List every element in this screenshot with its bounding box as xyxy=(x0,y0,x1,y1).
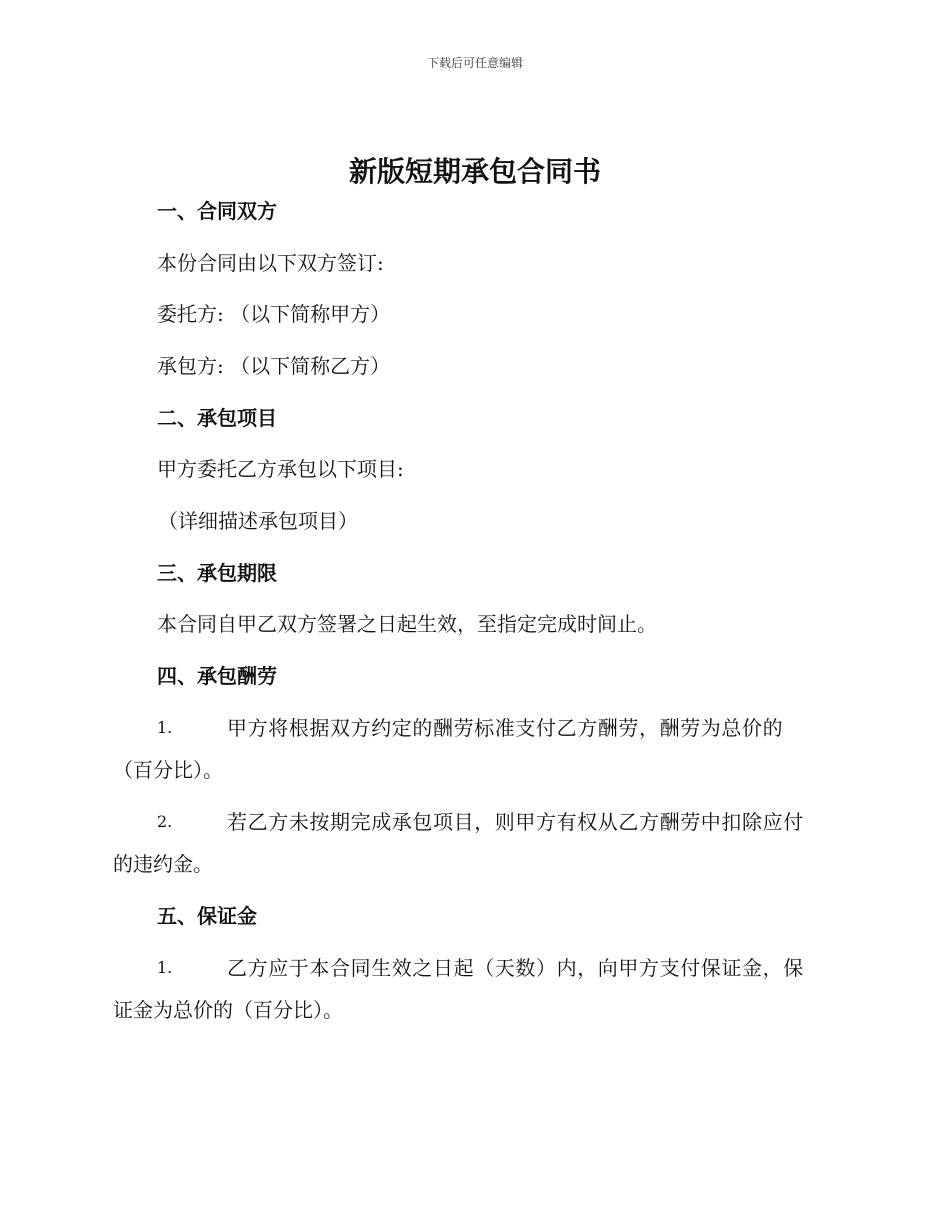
list-item-number: 1. xyxy=(157,958,173,977)
paragraph-party-b: 承包方: （以下简称乙方） xyxy=(157,354,391,378)
list-item-continuation: 的违约金。 xyxy=(113,852,213,876)
list-item-continuation: （百分比）。 xyxy=(113,758,223,782)
document-title: 新版短期承包合同书 xyxy=(348,155,601,188)
paragraph-project-detail: （详细描述承包项目） xyxy=(158,509,358,533)
section-heading-project: 二、承包项目 xyxy=(157,406,277,430)
section-heading-remuneration: 四、承包酬劳 xyxy=(157,664,277,688)
list-item-continuation: 证金为总价的（百分比）。 xyxy=(113,998,343,1022)
list-item-text: 乙方应于本合同生效之日起（天数）内，向甲方支付保证金，保 xyxy=(227,956,804,980)
paragraph-intro: 本份合同由以下双方签订: xyxy=(157,251,384,275)
list-item-text: 甲方将根据双方约定的酬劳标准支付乙方酬劳，酬劳为总价的 xyxy=(227,716,784,740)
section-heading-deposit: 五、保证金 xyxy=(157,904,257,928)
section-heading-term: 三、承包期限 xyxy=(157,561,277,585)
paragraph-party-a: 委托方: （以下简称甲方） xyxy=(157,302,391,326)
paragraph-project-text: 甲方委托乙方承包以下项目: xyxy=(157,457,404,481)
section-heading-parties: 一、合同双方 xyxy=(157,199,277,223)
list-item-text: 若乙方未按期完成承包项目，则甲方有权从乙方酬劳中扣除应付 xyxy=(227,810,804,834)
paragraph-term-text: 本合同自甲乙双方签署之日起生效，至指定完成时间止。 xyxy=(157,612,657,636)
header-note: 下载后可任意编辑 xyxy=(426,56,523,70)
list-item-number: 2. xyxy=(157,812,173,831)
list-item-number: 1. xyxy=(157,718,173,737)
